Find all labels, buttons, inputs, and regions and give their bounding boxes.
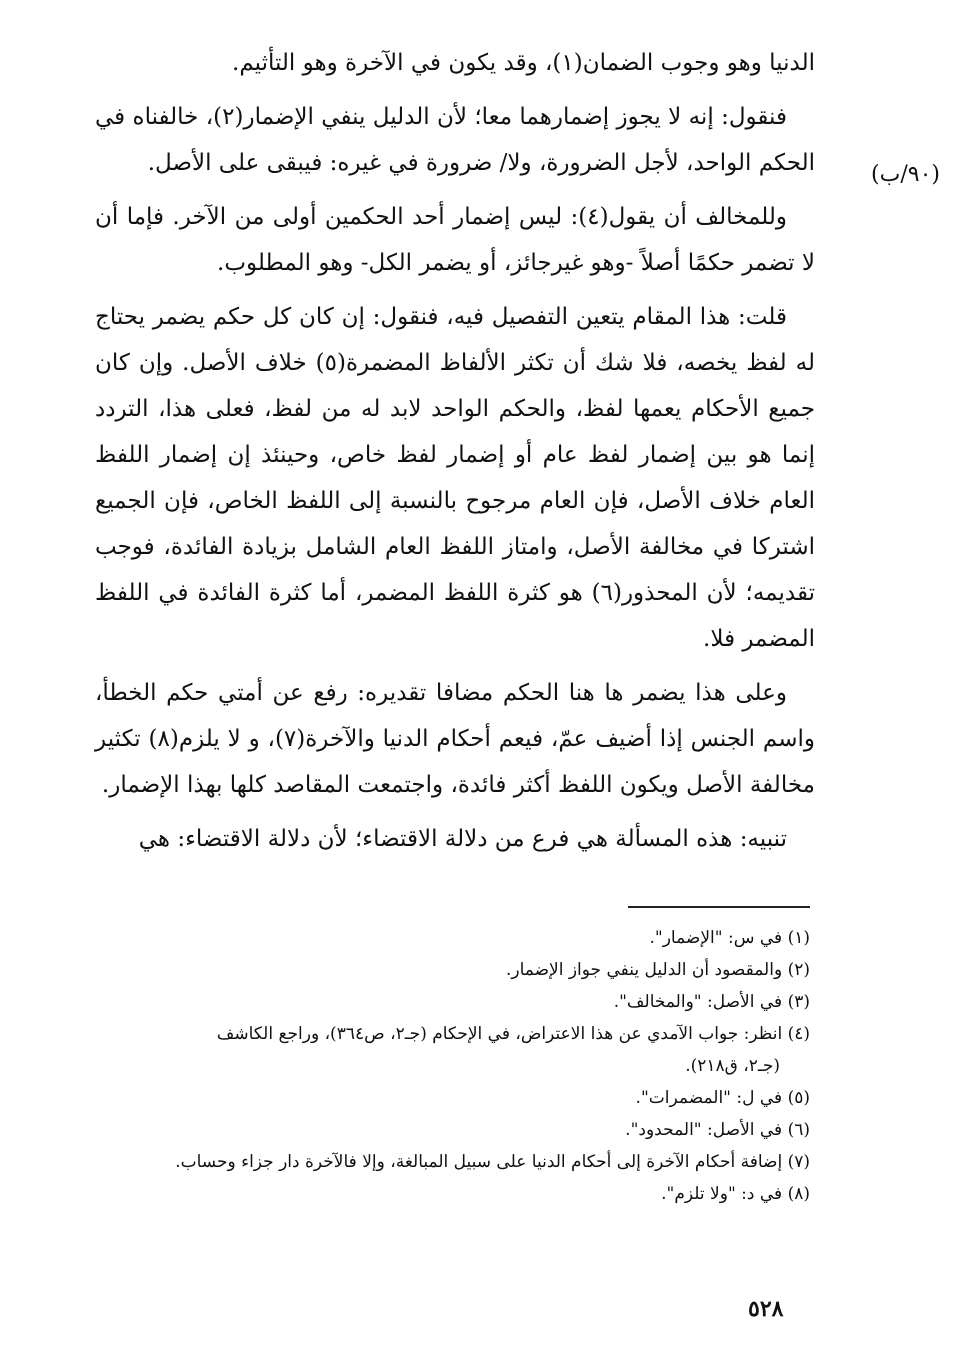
paragraph-5: وعلى هذا يضمر ها هنا الحكم مضافا تقديره: رفع عن أمتي حكم الخطأ، واسم الجنس إذا أضيف عمّ، فيعم أحكام الدنيا والآخرة(٧)، و لا يلزم(٨) تكثير مخالفة الأصل ويكون اللفظ أكثر فائدة، واجتمعت المقاصد كلها بهذا الإضمار. [95,680,815,798]
footnote-separator [628,906,810,908]
footnote-5: (٥) في ل: "المضمرات". [635,1088,810,1108]
footnote-4-continued: (جـ٢، ق٢١٨). [685,1056,780,1076]
paragraph-1: الدنيا وهو وجوب الضمان(١)، وقد يكون في الآخرة وهو التأثيم. [232,50,815,76]
footnote-8: (٨) في د: "ولا تلزم". [661,1184,810,1204]
page-number: ٥٢٨ [748,1296,784,1322]
footnote-7: (٧) إضافة أحكام الآخرة إلى أحكام الدنيا على سبيل المبالغة، وإلا فالآخرة دار جزاء وحساب. [175,1152,810,1172]
footnote-1: (١) في س: "الإضمار". [649,928,810,948]
footnote-2: (٢) والمقصود أن الدليل ينفي جواز الإضمار. [505,960,810,980]
footnote-4: (٤) انظر: جواب الآمدي عن هذا الاعتراض، في الإحكام (جـ٢، ص٣٦٤)، وراجع الكاشف [216,1024,810,1044]
paragraph-2: فنقول: إنه لا يجوز إضمارهما معا؛ لأن الدليل ينفي الإضمار(٢)، خالفناه في الحكم الواحد، لأجل الضرورة، ولا/ ضرورة في غيره: فيبقى على الأصل. [95,104,815,176]
paragraph-3: وللمخالف أن يقول(٤): ليس إضمار أحد الحكمين أولى من الآخر. فإما أن لا تضمر حكمًا أصلاً -وهو غيرجائز، أو يضمر الكل- وهو المطلوب. [95,204,815,276]
footnotes [110,922,810,1210]
paragraph-4: قلت: هذا المقام يتعين التفصيل فيه، فنقول: إن كان كل حكم يضمر يحتاج له لفظ يخصه، فلا شك أن تكثر الألفاظ المضمرة(٥) خلاف الأصل. وإن كان جميع الأحكام يعمها لفظ، والحكم الواحد لابد له من لفظ، فعلى هذا، التردد إنما هو بين إضمار لفظ عام أو إضمار لفظ خاص، وحينئذ إن إضمار اللفظ العام خلاف الأصل، فإن العام مرجوح بالنسبة إلى اللفظ الخاص، فإن الجميع اشتركا في مخالفة الأصل، وامتاز اللفظ العام الشامل بزيادة الفائدة، فوجب تقديمه؛ لأن المحذور(٦) هو كثرة اللفظ المضمر، أما كثرة الفائدة في اللفظ المضمر فلا. [95,304,815,652]
paragraph-6: تنبيه: هذه المسألة هي فرع من دلالة الاقتضاء؛ لأن دلالة الاقتضاء: هي [138,826,787,852]
main-text [95,40,815,870]
manuscript-folio-marker: (٩٠/ب) [871,162,940,187]
footnote-3: (٣) في الأصل: "والمخالف". [613,992,810,1012]
footnote-6: (٦) في الأصل: "المحدود". [625,1120,810,1140]
